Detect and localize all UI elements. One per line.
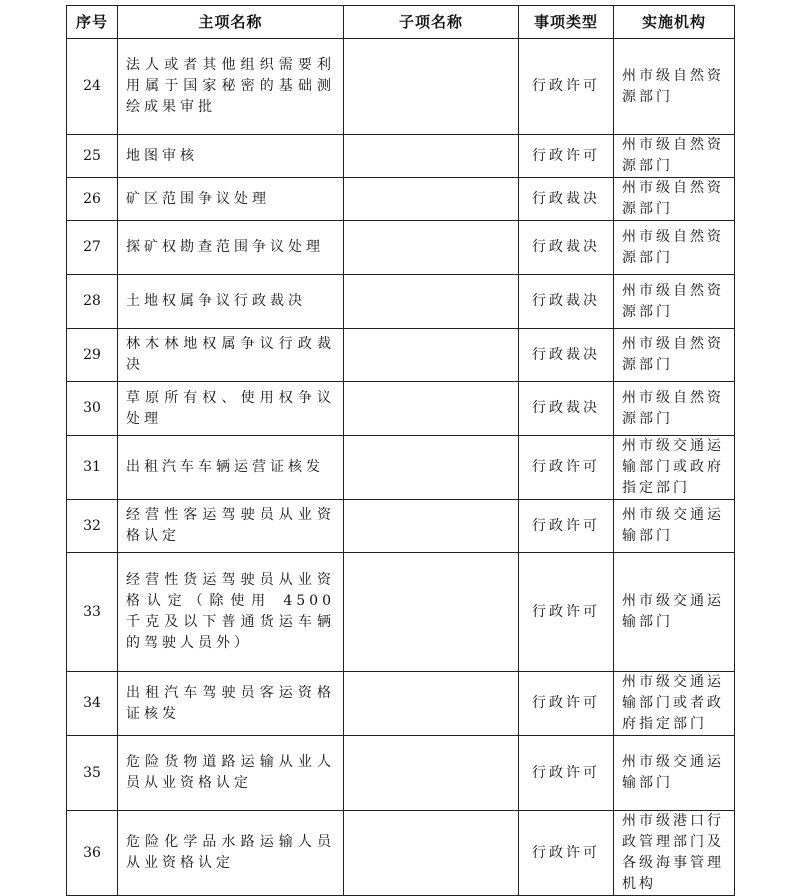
table-row <box>67 811 735 896</box>
row-org: 州市级交通运输部门 <box>614 553 735 672</box>
header-main-item: 主项名称 <box>118 6 344 39</box>
row-main-item: 经营性货运驾驶员从业资格认定（除使用 4500 千克及以下普通货运车辆的驾驶人员外） <box>118 553 344 672</box>
row-org: 州市级自然资源部门 <box>614 221 735 275</box>
table-row <box>67 178 735 221</box>
row-sub-item <box>344 382 519 436</box>
row-main-item: 出租汽车车辆运营证核发 <box>118 436 344 500</box>
row-no: 31 <box>67 436 118 500</box>
header-sub-item: 子项名称 <box>344 6 519 39</box>
row-sub-item <box>344 221 519 275</box>
row-no: 25 <box>67 135 118 178</box>
row-main-item: 探矿权勘查范围争议处理 <box>118 221 344 275</box>
row-type: 行政许可 <box>519 39 614 135</box>
row-org: 州市级自然资源部门 <box>614 178 735 221</box>
row-no: 36 <box>67 811 118 896</box>
row-no: 26 <box>67 178 118 221</box>
table-row <box>67 221 735 275</box>
table-row <box>67 736 735 811</box>
row-sub-item <box>344 811 519 896</box>
row-org: 州市级港口行政管理部门及各级海事管理机构 <box>614 811 735 896</box>
row-sub-item <box>344 672 519 736</box>
row-org: 州市级交通运输部门或者政府指定部门 <box>614 672 735 736</box>
table-row <box>67 500 735 553</box>
row-no: 32 <box>67 500 118 553</box>
row-main-item: 危险货物道路运输从业人员从业资格认定 <box>118 736 344 811</box>
header-type: 事项类型 <box>519 6 614 39</box>
row-type: 行政许可 <box>519 672 614 736</box>
table-row <box>67 275 735 329</box>
row-sub-item <box>344 135 519 178</box>
row-main-item: 林木林地权属争议行政裁决 <box>118 329 344 382</box>
table-row <box>67 382 735 436</box>
row-main-item: 土地权属争议行政裁决 <box>118 275 344 329</box>
row-sub-item <box>344 736 519 811</box>
header-row <box>67 6 735 39</box>
row-org: 州市级自然资源部门 <box>614 275 735 329</box>
row-sub-item <box>344 329 519 382</box>
row-no: 29 <box>67 329 118 382</box>
row-no: 27 <box>67 221 118 275</box>
row-main-item: 草原所有权、使用权争议处理 <box>118 382 344 436</box>
row-no: 24 <box>67 39 118 135</box>
header-no: 序号 <box>67 6 118 39</box>
row-sub-item <box>344 178 519 221</box>
row-type: 行政许可 <box>519 736 614 811</box>
row-type: 行政裁决 <box>519 221 614 275</box>
row-type: 行政许可 <box>519 553 614 672</box>
matters-table <box>66 5 735 896</box>
row-no: 34 <box>67 672 118 736</box>
row-no: 28 <box>67 275 118 329</box>
row-sub-item <box>344 436 519 500</box>
row-type: 行政裁决 <box>519 329 614 382</box>
row-type: 行政许可 <box>519 500 614 553</box>
row-main-item: 法人或者其他组织需要利用属于国家秘密的基础测绘成果审批 <box>118 39 344 135</box>
table-row <box>67 39 735 135</box>
row-no: 30 <box>67 382 118 436</box>
row-org: 州市级自然资源部门 <box>614 135 735 178</box>
table-row <box>67 135 735 178</box>
row-type: 行政许可 <box>519 436 614 500</box>
row-no: 33 <box>67 553 118 672</box>
row-org: 州市级交通运输部门或政府指定部门 <box>614 436 735 500</box>
row-main-item: 危险化学品水路运输人员从业资格认定 <box>118 811 344 896</box>
row-type: 行政许可 <box>519 811 614 896</box>
header-org: 实施机构 <box>614 6 735 39</box>
row-org: 州市级交通运输部门 <box>614 500 735 553</box>
row-type: 行政裁决 <box>519 382 614 436</box>
table-row <box>67 553 735 672</box>
table-row <box>67 436 735 500</box>
row-main-item: 出租汽车驾驶员客运资格证核发 <box>118 672 344 736</box>
row-main-item: 经营性客运驾驶员从业资格认定 <box>118 500 344 553</box>
row-main-item: 地图审核 <box>118 135 344 178</box>
row-sub-item <box>344 553 519 672</box>
row-type: 行政裁决 <box>519 178 614 221</box>
table-row <box>67 672 735 736</box>
row-sub-item <box>344 500 519 553</box>
row-no: 35 <box>67 736 118 811</box>
row-type: 行政裁决 <box>519 275 614 329</box>
row-sub-item <box>344 39 519 135</box>
row-org: 州市级交通运输部门 <box>614 736 735 811</box>
table-row <box>67 329 735 382</box>
row-org: 州市级自然资源部门 <box>614 329 735 382</box>
row-type: 行政许可 <box>519 135 614 178</box>
row-sub-item <box>344 275 519 329</box>
row-main-item: 矿区范围争议处理 <box>118 178 344 221</box>
row-org: 州市级自然资源部门 <box>614 39 735 135</box>
row-org: 州市级自然资源部门 <box>614 382 735 436</box>
